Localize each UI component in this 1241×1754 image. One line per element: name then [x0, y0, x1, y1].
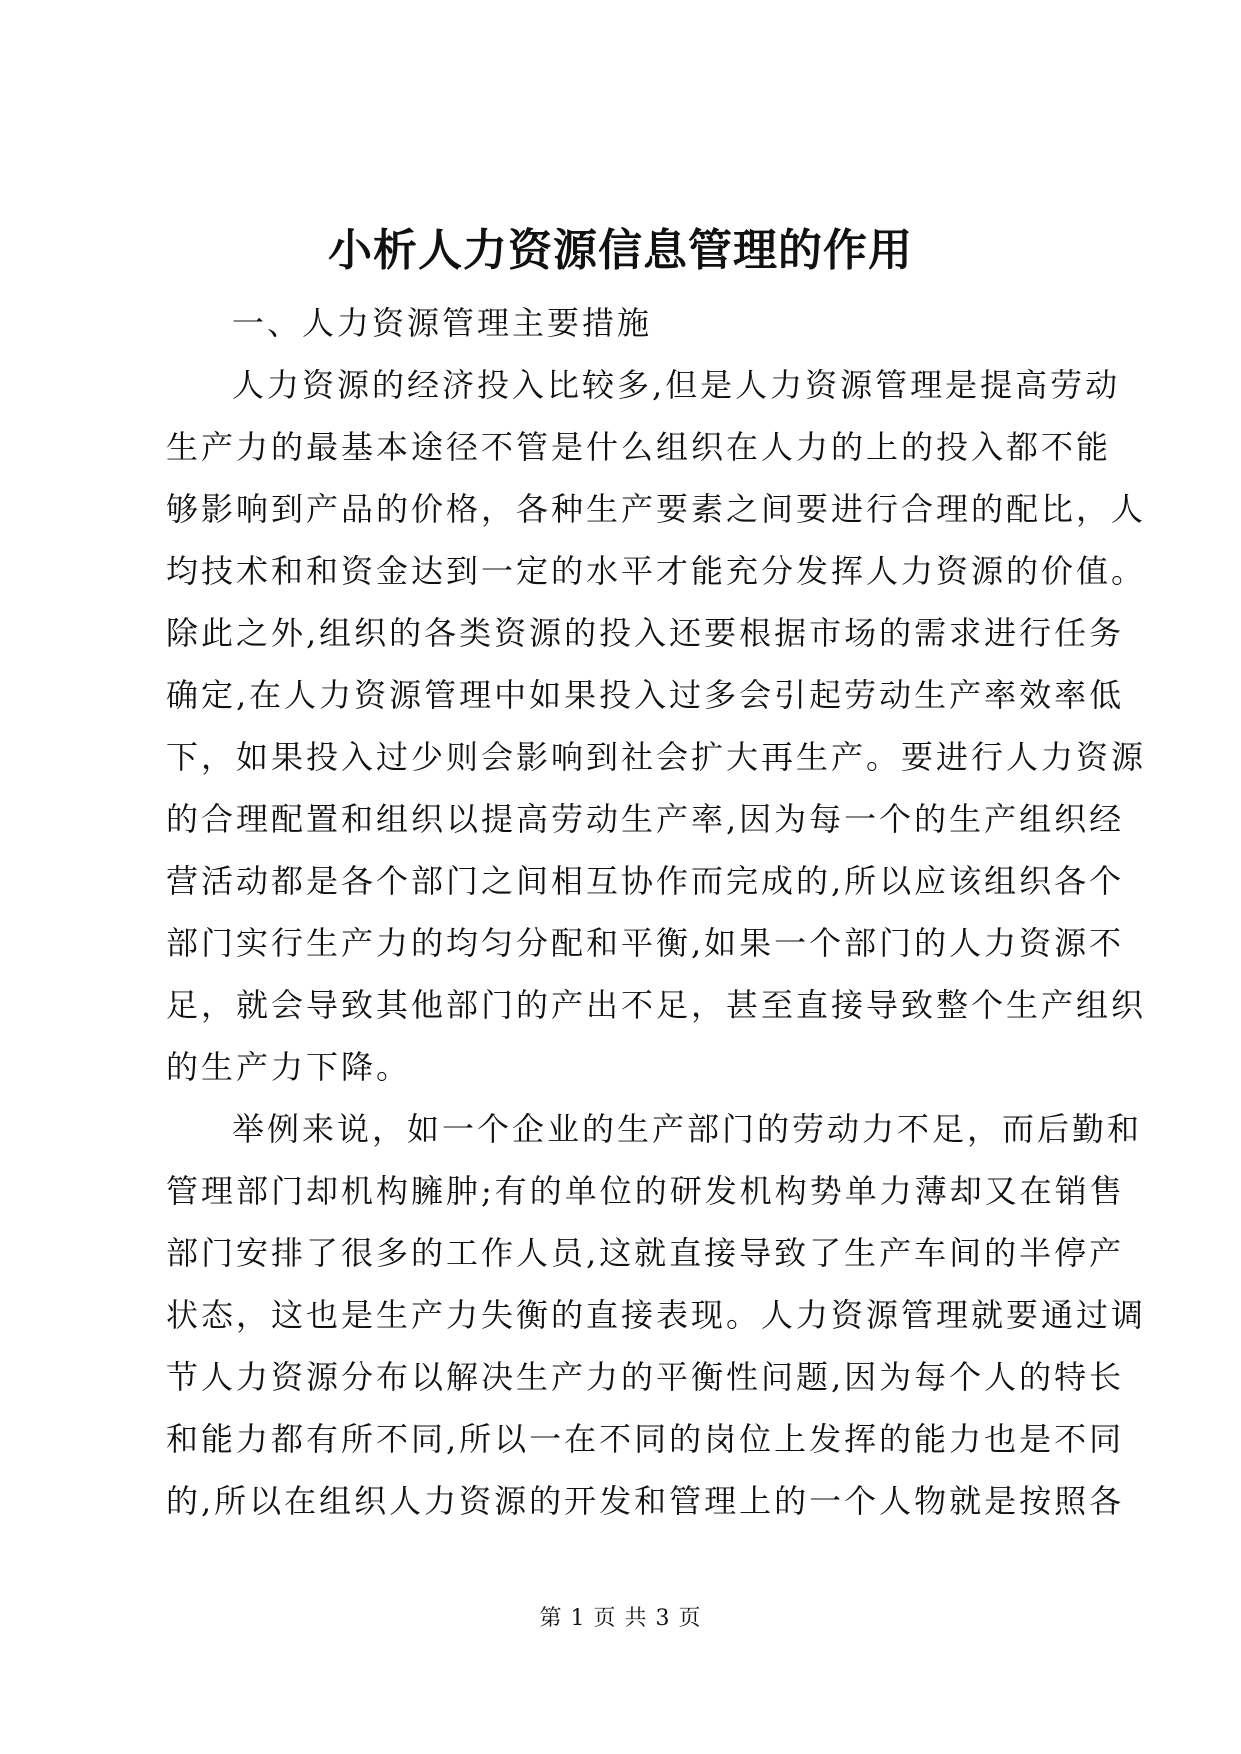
- paragraph-line: 部门安排了很多的工作人员,这就直接导致了生产车间的半停产: [166, 1234, 1125, 1272]
- page-footer: 第 1 页 共 3 页: [539, 1606, 702, 1631]
- paragraph-2: [166, 1098, 1147, 1532]
- paragraph-1: [166, 354, 1147, 1098]
- paragraph-line: 的生产力下降。: [166, 1048, 412, 1086]
- paragraph-line: 举例来说，如一个企业的生产部门的劳动力不足，而后勤和: [232, 1110, 1143, 1148]
- paragraph-line: 的,所以在组织人力资源的开发和管理上的一个人物就是按照各: [166, 1482, 1125, 1520]
- paragraph-line: 下，如果投入过少则会影响到社会扩大再生产。要进行人力资源: [166, 738, 1147, 776]
- section-heading: 一、人力资源管理主要措施: [232, 304, 653, 342]
- paragraph-line: 的合理配置和组织以提高劳动生产率,因为每一个的生产组织经: [166, 800, 1125, 838]
- paragraph-line: 人力资源的经济投入比较多,但是人力资源管理是提高劳动: [232, 366, 1121, 404]
- paragraph-line: 和能力都有所不同,所以一在不同的岗位上发挥的能力也是不同: [166, 1420, 1125, 1458]
- paragraph-line: 够影响到产品的价格，各种生产要素之间要进行合理的配比，人: [166, 490, 1147, 528]
- paragraph-line: 节人力资源分布以解决生产力的平衡性问题,因为每个人的特长: [166, 1358, 1125, 1396]
- paragraph-line: 除此之外,组织的各类资源的投入还要根据市场的需求进行任务: [166, 614, 1125, 652]
- paragraph-line: 足，就会导致其他部门的产出不足，甚至直接导致整个生产组织: [166, 986, 1147, 1024]
- paragraph-line: 均技术和和资金达到一定的水平才能充分发挥人力资源的价值。: [166, 552, 1147, 590]
- paragraph-line: 营活动都是各个部门之间相互协作而完成的,所以应该组织各个: [166, 862, 1125, 900]
- paragraph-line: 确定,在人力资源管理中如果投入过多会引起劳动生产率效率低: [166, 676, 1125, 714]
- document-body: [166, 292, 1147, 1532]
- paragraph-line: 状态，这也是生产力失衡的直接表现。人力资源管理就要通过调: [166, 1296, 1147, 1334]
- paragraph-line: 部门实行生产力的均匀分配和平衡,如果一个部门的人力资源不: [166, 924, 1125, 962]
- paragraph-line: 管理部门却机构臃肿;有的单位的研发机构势单力薄却又在销售: [166, 1172, 1125, 1210]
- paragraph-line: 生产力的最基本途径不管是什么组织在人力的上的投入都不能: [166, 428, 1112, 466]
- document-title: 小析人力资源信息管理的作用: [328, 225, 913, 276]
